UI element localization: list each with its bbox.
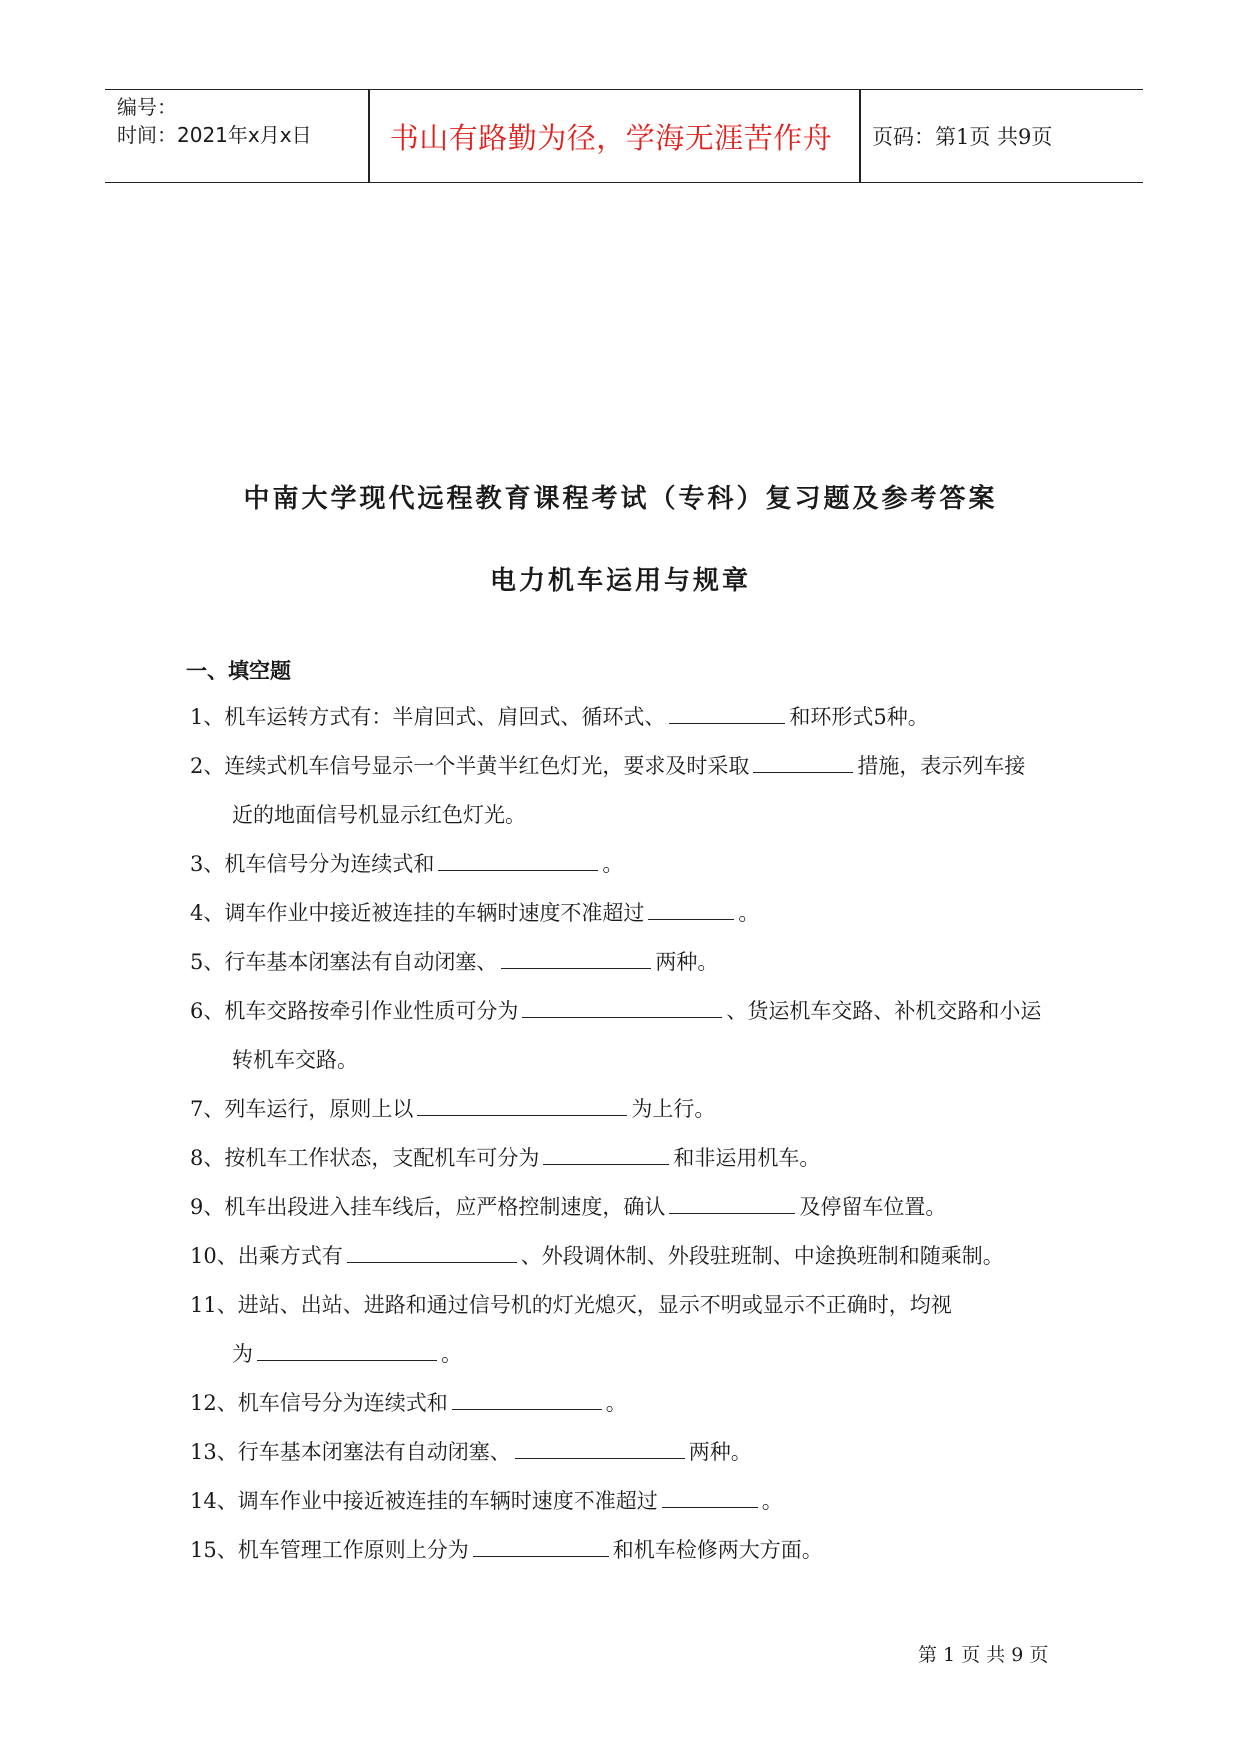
answer-blank [669,1189,795,1214]
question-text: 。 [605,1391,627,1415]
question-text: 调车作业中接近被连挂的车辆时速度不准超过 [237,1489,658,1513]
section-heading: 一、填空题 [186,659,291,683]
question-number: 10、 [190,1244,238,1268]
question-item [190,1477,1060,1526]
answer-blank [543,1140,669,1165]
question-text: 和非运用机车。 [673,1146,821,1170]
question-number: 15、 [190,1538,238,1562]
question-number: 6、 [190,999,225,1023]
question-item [190,938,1060,987]
question-item [190,1379,1060,1428]
question-continuation: 转机车交路。 [232,1048,358,1072]
question-item [190,1085,1060,1134]
answer-blank [257,1336,437,1361]
question-number: 14、 [190,1489,238,1513]
question-item [190,1134,1060,1183]
header-divider [368,90,370,182]
answer-blank [515,1434,685,1459]
question-number: 12、 [190,1391,238,1415]
question-text: 机车信号分为连续式和 [237,1391,448,1415]
answer-blank [522,993,722,1018]
question-text: 机车运转方式有：半肩回式、肩回式、循环式、 [224,705,666,729]
answer-blank [662,1483,758,1508]
question-text: 调车作业中接近被连挂的车辆时速度不准超过 [224,901,645,925]
question-continuation [190,1330,1060,1379]
question-number: 9、 [190,1195,225,1219]
question-text: 列车运行，原则上以 [224,1097,414,1121]
question-text: 。 [761,1489,783,1513]
answer-blank [347,1238,517,1263]
question-continuation: 近的地面信号机显示红色灯光。 [232,803,526,827]
answer-blank [473,1532,609,1557]
document-number-label: 编号： [117,95,177,119]
answer-blank [452,1385,602,1410]
page-footer: 第 1 页 共 9 页 [918,1644,1049,1666]
question-text: 。 [602,852,624,876]
question-item [190,1281,1060,1379]
question-number: 3、 [190,852,225,876]
answer-blank [753,748,853,773]
question-item [190,693,1060,742]
question-text: 按机车工作状态，支配机车可分为 [224,1146,540,1170]
question-text: 为 [232,1342,253,1366]
answer-blank [417,1091,627,1116]
question-number: 5、 [190,950,225,974]
document-title: 中南大学现代远程教育课程考试（专科）复习题及参考答案 [243,484,998,514]
question-item [190,742,1060,840]
question-item [190,840,1060,889]
question-text: 机车管理工作原则上分为 [237,1538,469,1562]
question-number: 2、 [190,754,225,778]
document-time-label: 时间：2021年x月x日 [117,123,312,147]
question-number: 13、 [190,1440,238,1464]
question-text: 和环形式5种。 [789,705,929,729]
question-text: 和机车检修两大方面。 [612,1538,823,1562]
question-number: 8、 [190,1146,225,1170]
question-number: 7、 [190,1097,225,1121]
question-text: 、货运机车交路、补机交路和小运 [726,999,1042,1023]
answer-blank [669,699,785,724]
question-text: 为上行。 [631,1097,716,1121]
question-list [190,693,1060,1575]
answer-blank [648,895,734,920]
question-item [190,1428,1060,1477]
question-text: 机车交路按牵引作业性质可分为 [224,999,519,1023]
question-item [190,1526,1060,1575]
question-text: 机车出段进入挂车线后，应严格控制速度，确认 [224,1195,666,1219]
question-text: 行车基本闭塞法有自动闭塞、 [237,1440,511,1464]
question-text: 进站、出站、进路和通过信号机的灯光熄灭，显示不明或显示不正确时，均视 [237,1293,952,1317]
page-header [105,89,1143,183]
question-number: 4、 [190,901,225,925]
answer-blank [438,846,598,871]
header-meta [117,93,312,149]
question-item [190,1183,1060,1232]
question-text: 行车基本闭塞法有自动闭塞、 [224,950,498,974]
question-text: 。 [738,901,760,925]
question-text: 机车信号分为连续式和 [224,852,435,876]
question-text: 出乘方式有 [237,1244,343,1268]
question-item [190,987,1060,1085]
answer-blank [501,944,651,969]
question-number: 11、 [190,1293,238,1317]
question-number: 1、 [190,705,225,729]
question-text: 。 [441,1342,462,1366]
question-text: 两种。 [688,1440,752,1464]
header-divider [859,90,861,182]
question-item [190,1232,1060,1281]
question-item [190,889,1060,938]
header-motto: 书山有路勤为径，学海无涯苦作舟 [389,120,833,155]
header-page-label: 页码：第1页 共9页 [872,125,1053,149]
question-text: 措施，表示列车接 [857,754,1026,778]
question-text: 及停留车位置。 [799,1195,947,1219]
question-text: 、外段调休制、外段驻班制、中途换班制和随乘制。 [520,1244,1004,1268]
question-text: 连续式机车信号显示一个半黄半红色灯光，要求及时采取 [224,754,750,778]
document-subtitle: 电力机车运用与规章 [489,566,751,596]
question-text: 两种。 [655,950,719,974]
